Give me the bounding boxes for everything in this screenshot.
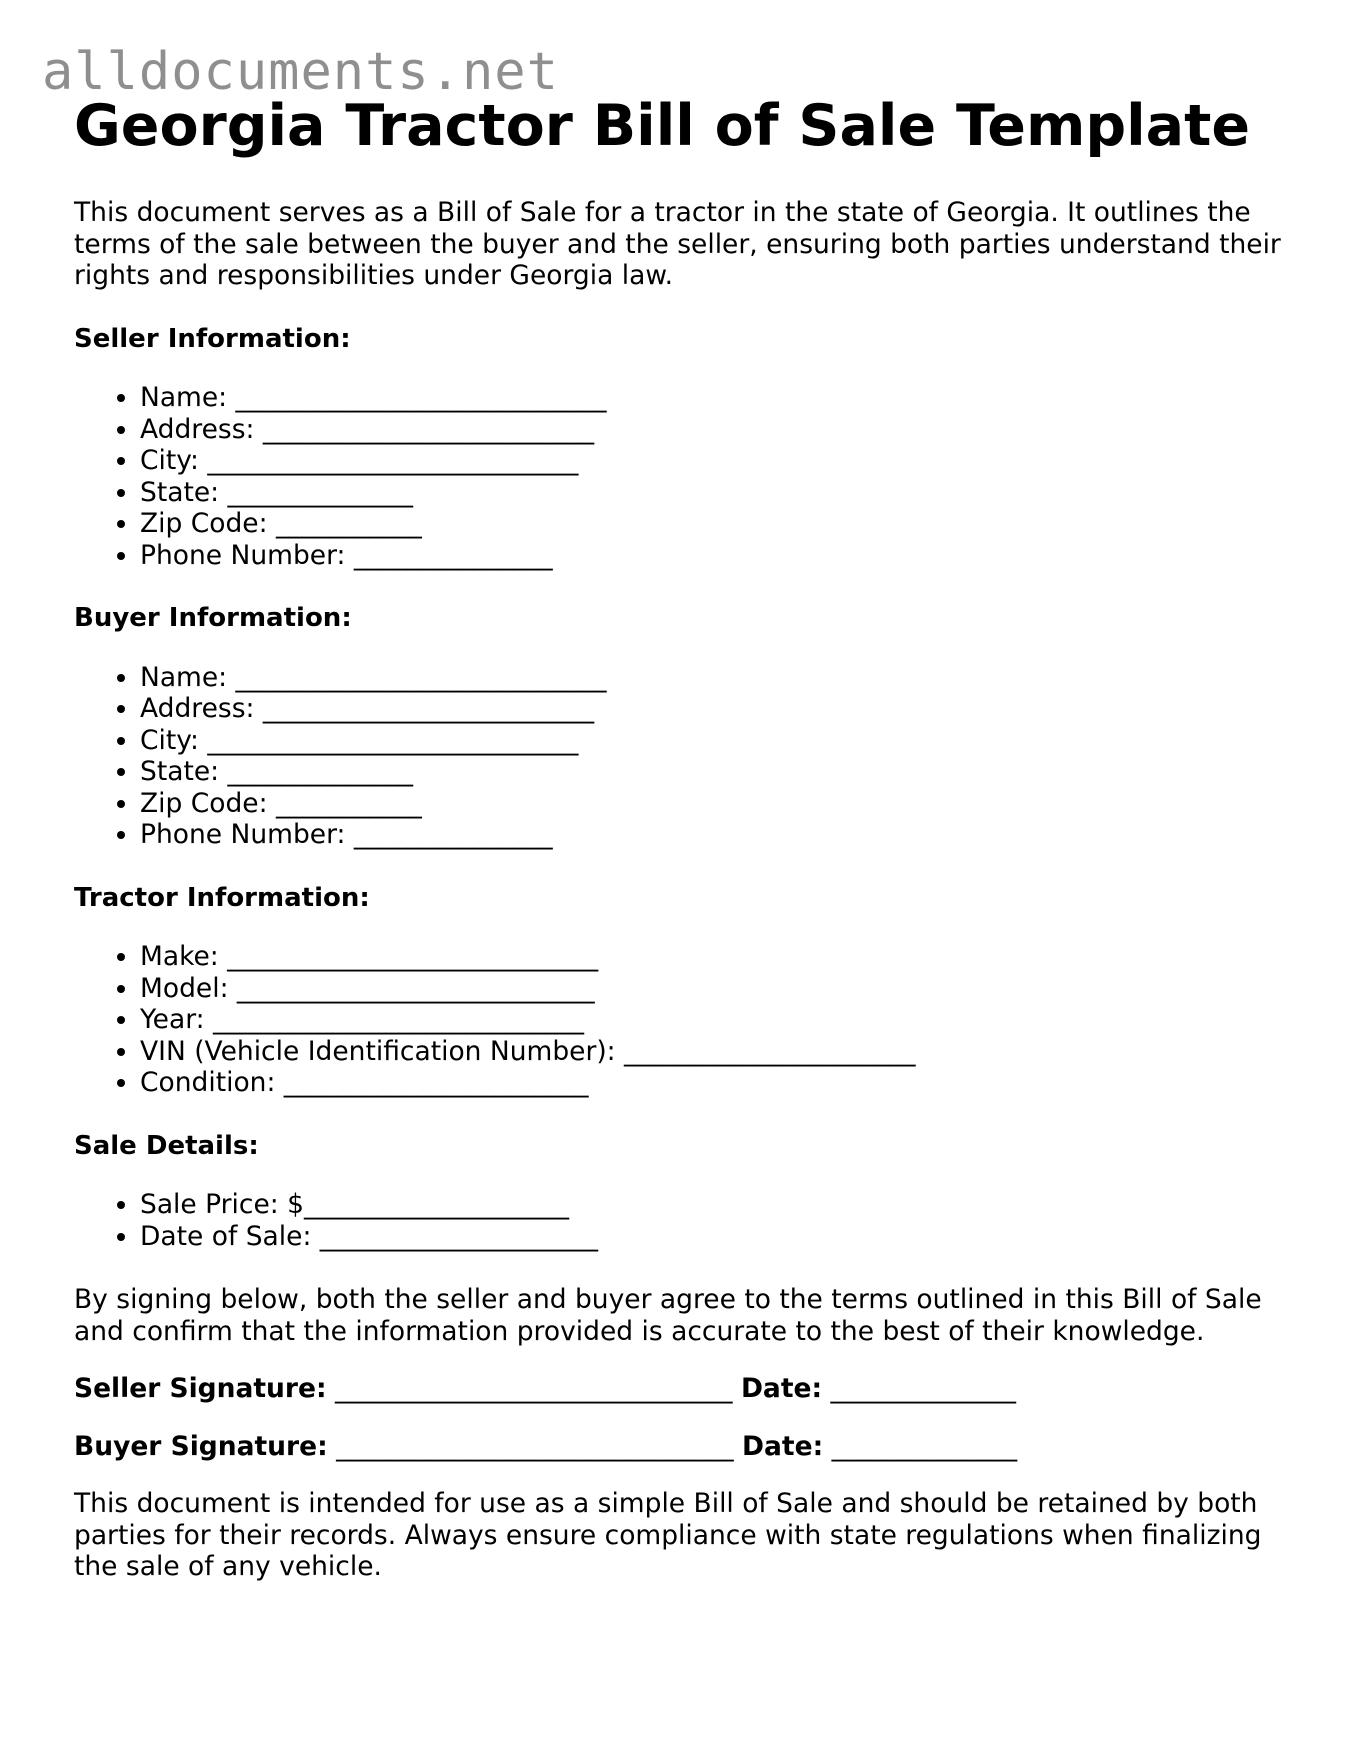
seller-signature-label: Seller Signature: — [74, 1373, 327, 1404]
buyer-signature-label: Buyer Signature: — [74, 1430, 328, 1462]
buyer-info-list — [74, 662, 1304, 851]
sale-details-list — [74, 1189, 1304, 1252]
tractor-vin-field: • VIN (Vehicle Identification Number): ______________________ — [140, 1036, 1304, 1068]
seller-zip-field: • Zip Code: ___________ — [140, 508, 1304, 540]
buyer-phone-field: • Phone Number: _______________ — [140, 819, 1304, 851]
seller-date-label: Date: — [740, 1373, 823, 1404]
buyer-state-field: • State: ______________ — [140, 756, 1304, 788]
buyer-address-field: • Address: _________________________ — [140, 693, 1304, 725]
tractor-condition-field: • Condition: _______________________ — [140, 1067, 1304, 1099]
document-page — [74, 88, 1304, 1583]
seller-state-field: • State: ______________ — [140, 477, 1304, 509]
sale-price-field: • Sale Price: $____________________ — [140, 1189, 1304, 1221]
sale-section-heading: Sale Details: — [74, 1130, 259, 1161]
seller-address-field: • Address: _________________________ — [140, 414, 1304, 446]
buyer-signature-line — [74, 1431, 1304, 1463]
buyer-section-heading: Buyer Information: — [74, 603, 352, 633]
seller-city-field: • City: ____________________________ — [140, 445, 1304, 477]
document-title: Georgia Tractor Bill of Sale Template — [74, 93, 1251, 159]
seller-signature-blank: ______________________________ — [335, 1373, 733, 1404]
seller-name-field: • Name: ____________________________ — [140, 382, 1304, 414]
seller-phone-field: • Phone Number: _______________ — [140, 540, 1304, 572]
closing-paragraph: This document is intended for use as a simple Bill of Sale and should be retained by both parties for their records. Always ensure compliance with state regulations when finalizing the sale of any vehicle. — [74, 1488, 1262, 1582]
intro-paragraph: This document serves as a Bill of Sale for a tractor in the state of Georgia. It outlines the terms of the sale between the buyer and the seller, ensuring both parties understand their rights and responsibilities under Georgia law. — [74, 197, 1281, 291]
tractor-make-field: • Make: ____________________________ — [140, 941, 1304, 973]
buyer-zip-field: • Zip Code: ___________ — [140, 788, 1304, 820]
tractor-section-heading: Tractor Information: — [74, 882, 370, 913]
tractor-info-list — [74, 941, 1304, 1099]
watermark: alldocuments.net — [42, 42, 559, 102]
buyer-name-field: • Name: ____________________________ — [140, 662, 1304, 694]
buyer-date-label: Date: — [742, 1430, 824, 1462]
buyer-signature-blank: ______________________________ — [336, 1430, 734, 1462]
tractor-year-field: • Year: ____________________________ — [140, 1004, 1304, 1036]
seller-date-blank: ______________ — [830, 1373, 1016, 1404]
seller-signature-line — [74, 1373, 1304, 1405]
sale-date-field: • Date of Sale: _____________________ — [140, 1221, 1304, 1253]
seller-section-heading: Seller Information: — [74, 323, 351, 354]
seller-info-list — [74, 382, 1304, 571]
agreement-paragraph: By signing below, both the seller and buyer agree to the terms outlined in this Bill of Sale and confirm that the information provided is accurate to the best of their knowledge. — [74, 1284, 1262, 1347]
buyer-city-field: • City: ____________________________ — [140, 725, 1304, 757]
buyer-date-blank: ______________ — [831, 1430, 1018, 1462]
tractor-model-field: • Model: ___________________________ — [140, 973, 1304, 1005]
